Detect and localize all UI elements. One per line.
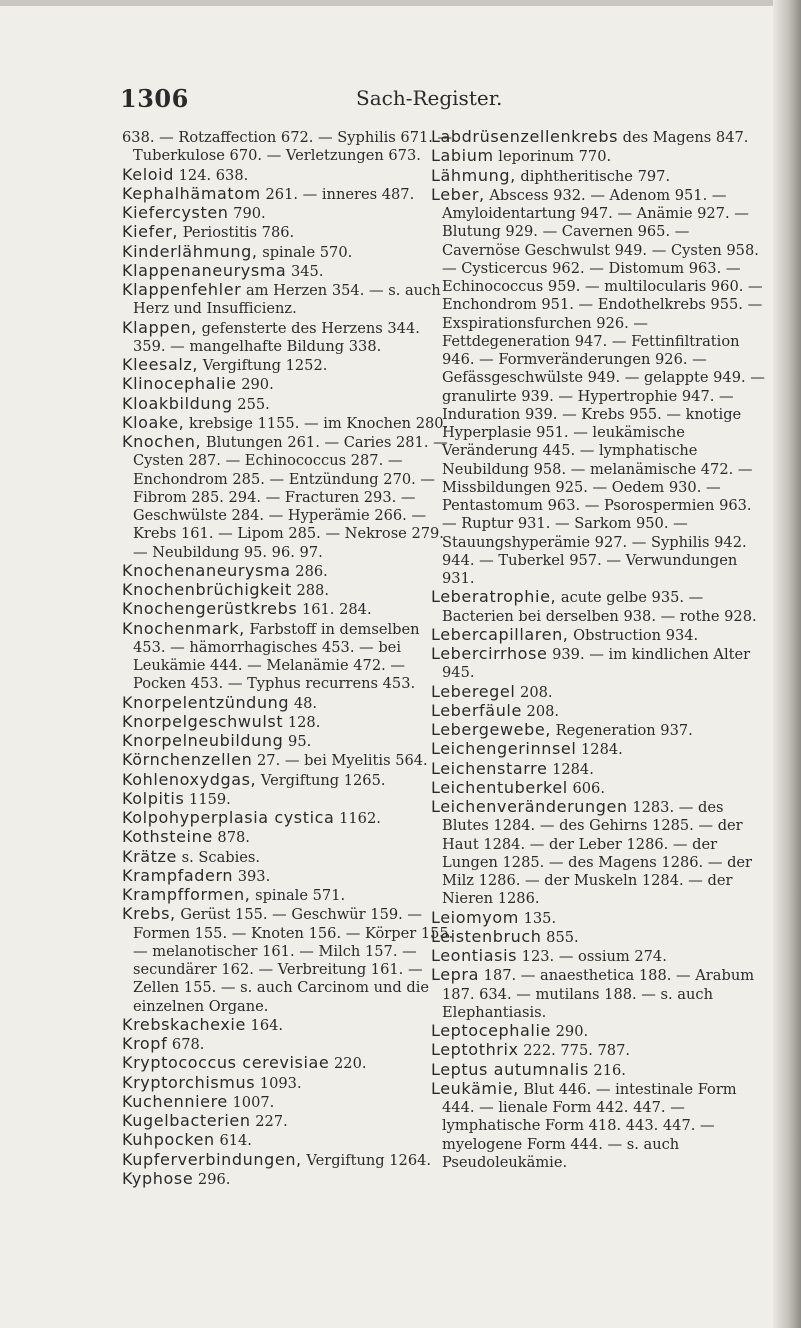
index-references: 290.	[550, 1023, 589, 1040]
index-term: Kolpitis	[122, 788, 185, 808]
index-references: 124. 638.	[173, 166, 249, 184]
index-entry	[122, 319, 454, 357]
index-entry	[122, 600, 454, 619]
index-references: 208.	[521, 702, 560, 720]
index-entry	[431, 702, 767, 721]
index-term: Körnchenzellen	[122, 750, 253, 770]
index-entry	[122, 713, 454, 732]
index-term: Knochenaneurysma	[122, 560, 291, 580]
index-term: Krampfformen,	[122, 885, 251, 904]
index-term: Kuhpocken	[122, 1130, 215, 1150]
index-references: Vergiftung 1264.	[301, 1151, 432, 1169]
index-references: 290.	[236, 376, 274, 394]
index-term: Kugelbacterien	[122, 1111, 251, 1130]
index-references: 1093.	[255, 1074, 302, 1092]
index-references: 606.	[567, 779, 605, 797]
index-entry	[122, 905, 454, 1016]
index-entry	[122, 243, 454, 262]
index-references: 95.	[283, 733, 312, 750]
index-references: Farbstoff in demselben 453. — hämorrhagisches 453. — bei Leukämie 444. — Melanämie 472. — Pocken 453. — Typhus recurrens 453.	[133, 620, 420, 693]
index-term: Klappenaneurysma	[122, 260, 287, 280]
index-references: Abscess 932. — Adenom 951. — Amyloidentartung 947. — Anämie 927. — Blutung 929. — Cavernen 965. — Cavernöse Geschwulst 949. — Cysten 958. — Cysticercus 962. — Distomum 963. — Echinococcus 959. — multilocularis 960. — Enchondrom 951. — Endothelkrebs 955. — Exspirationsfurchen 926. — Fettdegeneration 947. — Fettinfiltration 946. — Formveränderungen 926. — Gefässgeschwülste 949. — gelappte 949. — granulirte 939. — Hypertrophie 947. — Induration 939. — Krebs 955. — knotige Hyperplasie 951. — leukämische Veränderung 445. — lymphatische Neubildung 958. — melanämische 472. — Missbildungen 925. — Oedem 930. — Pentastomum 963. — Psorospermien 963. — Ruptur 931. — Sarkom 950. — Stauungshyperämie 927. — Syphilis 942. 944. — Tuberkel 957. — Verwundungen 931.	[442, 186, 765, 587]
index-references: 855.	[541, 928, 579, 946]
index-term: Leptothrix	[431, 1040, 519, 1060]
index-references: 288.	[291, 582, 329, 599]
index-references: Blut 446. — intestinale Form 444. — lienale Form 442. 447. — lymphatische Form 418. 443. 447. — myelogene Form 444. — s. auch Pseudoleukämie.	[442, 1080, 737, 1171]
index-references: 939. — im kindlichen Alter 945.	[442, 646, 751, 682]
index-entry	[122, 848, 454, 867]
index-references: 1159.	[184, 790, 231, 808]
index-term: Krebs,	[122, 904, 176, 924]
index-term: Lebergewebe,	[431, 720, 551, 739]
page-top-edge	[0, 0, 801, 6]
index-references: 216.	[588, 1061, 626, 1079]
index-references: 208.	[515, 683, 553, 701]
index-references: 164.	[245, 1016, 284, 1034]
index-column-left	[122, 128, 454, 1189]
index-term: Klappen,	[122, 317, 197, 337]
index-references: Vergiftung 1252.	[198, 357, 328, 374]
index-term: Knochen,	[122, 432, 202, 451]
index-references: s. Scabies.	[177, 848, 261, 866]
index-term: Klinocephalie	[122, 374, 237, 394]
index-entry	[122, 771, 454, 790]
index-entry	[122, 1131, 454, 1150]
index-entry	[122, 185, 454, 204]
index-entry	[431, 626, 767, 645]
index-term: Leptus autumnalis	[431, 1059, 589, 1079]
index-term: Knochenbrüchigkeit	[122, 580, 292, 599]
index-term: Kryptococcus cerevisiae	[122, 1053, 330, 1073]
index-references: spinale 570.	[257, 243, 353, 261]
index-entry	[431, 721, 767, 740]
index-term: Kiefer,	[122, 222, 179, 242]
index-references: des Magens 847.	[618, 129, 749, 146]
index-references: 161. 284.	[297, 601, 372, 619]
index-term: Kryptorchismus	[122, 1072, 256, 1092]
index-entry	[122, 886, 454, 905]
index-entry	[122, 223, 454, 242]
index-references: 135.	[518, 909, 557, 927]
index-term: Leichenveränderungen	[431, 797, 628, 816]
index-entry	[122, 809, 454, 828]
index-entry	[122, 828, 454, 847]
index-entry	[431, 1080, 767, 1172]
index-term: Kropf	[122, 1034, 168, 1053]
index-entry	[122, 204, 454, 223]
index-term: Kuchenniere	[122, 1091, 228, 1111]
index-entry	[122, 1151, 454, 1170]
index-term: Lepra	[431, 965, 480, 985]
index-entry	[122, 751, 454, 770]
index-entry	[122, 620, 454, 694]
index-references: 222. 775. 787.	[518, 1042, 631, 1060]
index-term: Leichenstarre	[431, 758, 548, 778]
index-references: 123. — ossium 274.	[517, 948, 667, 965]
index-entry	[122, 867, 454, 886]
index-entry	[122, 356, 454, 375]
index-term: Leptocephalie	[431, 1021, 551, 1040]
index-references: 1007.	[227, 1093, 275, 1111]
index-entry	[122, 375, 454, 394]
index-references: 614.	[214, 1132, 252, 1150]
index-entry	[431, 167, 767, 186]
index-references: Gerüst 155. — Geschwür 159. — Formen 155. — Knoten 156. — Körper 155. — melanotischer 161. — Milch 157. — secundärer 162. — Verbreitung 161. — Zellen 155. — s. auch Carcinom und die einzelnen Organe.	[133, 906, 454, 1015]
index-term: Kleesalz,	[122, 355, 199, 374]
index-term: Lebercapillaren,	[431, 624, 569, 644]
index-term: Kyphose	[122, 1168, 194, 1188]
index-entry	[431, 928, 767, 947]
index-references: 27. — bei Myelitis 564.	[252, 752, 428, 770]
index-references: 878.	[212, 829, 250, 847]
index-entry	[122, 1054, 454, 1073]
index-term: Krampfadern	[122, 865, 234, 885]
index-term: Kolpohyperplasia cystica	[122, 808, 335, 827]
index-references: 48.	[289, 694, 318, 712]
index-entry	[122, 281, 454, 319]
index-entry	[431, 645, 767, 683]
index-references: 128.	[283, 713, 321, 731]
index-entry	[122, 128, 454, 166]
index-entry	[431, 683, 767, 702]
index-term: Kothsteine	[122, 827, 213, 847]
index-entry	[122, 562, 454, 581]
index-entry	[122, 433, 454, 562]
index-entry	[431, 947, 767, 966]
index-references: 638. — Rotzaffection 672. — Syphilis 671. — Tuberkulose 670. — Verletzungen 673.	[122, 129, 453, 165]
index-references: 220.	[329, 1055, 367, 1073]
index-entry	[122, 262, 454, 281]
index-references: Vergiftung 1265.	[256, 771, 386, 789]
index-term: Kiefercysten	[122, 203, 229, 222]
index-term: Labium	[431, 146, 494, 166]
index-term: Kupferverbindungen,	[122, 1149, 302, 1169]
index-entry	[122, 1074, 454, 1093]
index-entry	[122, 414, 454, 433]
index-term: Labdrüsenzellenkrebs	[431, 127, 619, 146]
index-term: Knochengerüstkrebs	[122, 599, 298, 619]
index-entry	[431, 1041, 767, 1060]
index-term: Leukämie,	[431, 1078, 519, 1098]
index-references: leporinum 770.	[493, 148, 612, 166]
index-entry	[122, 395, 454, 414]
index-references: Blutungen 261. — Caries 281. — Cysten 287. — Echinococcus 287. — Enchondrom 285. — Entzündung 270. — Fibrom 285. 294. — Fracturen 293. — Geschwülste 284. — Hyperämie 266. — Krebs 161. — Lipom 285. — Nekrose 279. — Neubildung 95. 96. 97.	[133, 434, 448, 561]
page-number: 1306	[120, 84, 189, 113]
index-term: Keloid	[122, 164, 174, 184]
index-references: 1283. — des Blutes 1284. — des Gehirns 1285. — der Haut 1284. — der Leber 1286. — der Lungen 1285. — des Magens 1286. — der Milz 1286. — der Muskeln 1284. — der Nieren 1286.	[442, 799, 753, 908]
index-entry	[122, 1035, 454, 1054]
index-references: 227.	[250, 1113, 288, 1130]
index-term: Lähmung,	[431, 165, 516, 185]
index-entry	[431, 740, 767, 759]
index-term: Leichengerinnsel	[431, 739, 577, 759]
index-column-right	[431, 128, 767, 1172]
index-term: Knochenmark,	[122, 618, 245, 638]
index-entry	[122, 1170, 454, 1189]
index-entry	[431, 1022, 767, 1041]
index-term: Kinderlähmung,	[122, 241, 258, 261]
index-term: Kohlenoxydgas,	[122, 769, 257, 789]
index-entry	[122, 732, 454, 751]
index-term: Leberatrophie,	[431, 587, 557, 607]
index-term: Leichentuberkel	[431, 777, 568, 797]
index-references: 345.	[286, 262, 324, 280]
index-entry	[431, 588, 767, 626]
index-references: krebsige 1155. — im Knochen 280.	[184, 414, 449, 432]
index-term: Leber,	[431, 184, 485, 204]
index-term: Leontiasis	[431, 946, 518, 965]
index-entry	[122, 581, 454, 600]
index-entry	[431, 798, 767, 909]
index-entry	[431, 760, 767, 779]
index-references: 286.	[290, 562, 328, 580]
index-references: 261. — inneres 487.	[260, 185, 415, 203]
index-entry	[122, 694, 454, 713]
index-entry	[431, 186, 767, 589]
index-term: Leberegel	[431, 681, 516, 701]
index-term: Leiomyom	[431, 907, 519, 927]
index-term: Knorpelentzündung	[122, 692, 290, 712]
index-entry	[122, 790, 454, 809]
index-references: diphtheritische 797.	[515, 167, 671, 185]
index-term: Krätze	[122, 846, 177, 866]
index-references: 1162.	[334, 810, 381, 827]
index-entry	[431, 128, 767, 147]
index-term: Klappenfehler	[122, 280, 242, 299]
index-references: acute gelbe 935. — Bacterien bei derselben 938. — rothe 928.	[442, 589, 757, 625]
index-references: 1284.	[547, 760, 594, 778]
index-term: Knorpelgeschwulst	[122, 711, 284, 731]
index-references: 393.	[233, 867, 271, 885]
index-entry	[122, 1112, 454, 1131]
index-references: spinale 571.	[250, 887, 346, 904]
index-term: Krebskachexie	[122, 1014, 246, 1034]
index-entry	[122, 1093, 454, 1112]
index-references: 255.	[232, 395, 270, 413]
index-entry	[431, 779, 767, 798]
index-term: Kloake,	[122, 412, 185, 432]
index-term: Kephalhämatom	[122, 183, 261, 203]
index-term: Lebercirrhose	[431, 644, 548, 663]
index-entry	[431, 147, 767, 166]
index-references: 678.	[167, 1036, 205, 1053]
index-term: Knorpelneubildung	[122, 731, 284, 750]
index-entry	[122, 166, 454, 185]
index-entry	[431, 1061, 767, 1080]
index-references: 296.	[193, 1170, 231, 1188]
index-term: Leberfäule	[431, 700, 522, 720]
index-term: Leistenbruch	[431, 926, 542, 946]
index-references: 790.	[228, 205, 266, 222]
index-term: Kloakbildung	[122, 393, 233, 413]
index-references: Periostitis 786.	[178, 224, 295, 242]
index-entry	[431, 909, 767, 928]
running-header: Sach-Register.	[356, 86, 503, 110]
index-references: Obstruction 934.	[568, 626, 699, 644]
index-references: gefensterte des Herzens 344. 359. — mangelhafte Bildung 338.	[133, 319, 420, 355]
index-references: Regeneration 937.	[551, 722, 693, 739]
index-references: 1284.	[576, 741, 623, 759]
index-entry	[431, 966, 767, 1022]
index-references: am Herzen 354. — s. auch Herz und Insufficienz.	[133, 282, 441, 318]
index-entry	[122, 1016, 454, 1035]
page-binding-shadow	[773, 0, 801, 1328]
index-references: 187. — anaesthetica 188. — Arabum 187. 634. — mutilans 188. — s. auch Elephantiasis.	[442, 967, 755, 1021]
